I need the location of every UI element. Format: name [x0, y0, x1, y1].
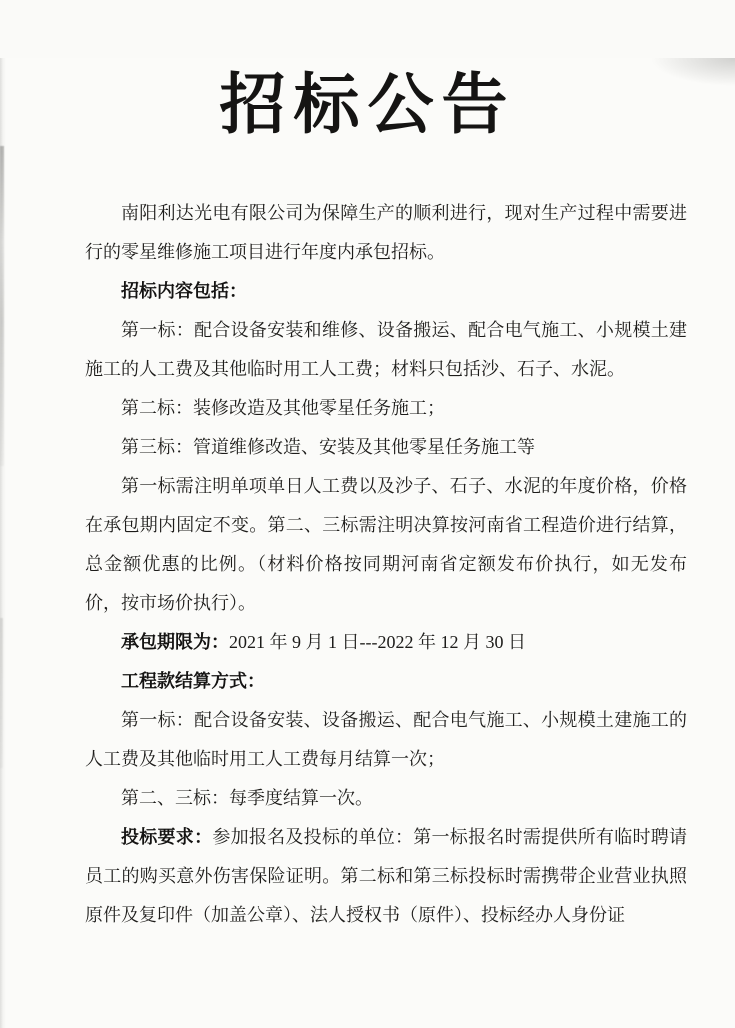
paragraph-text: 第二标：装修改造及其他零星任务施工； — [121, 398, 445, 418]
scan-artifact-left-edge — [0, 146, 4, 466]
paragraph-text: 第一标：配合设备安装、设备搬运、配合电气施工、小规模土建施工的人工费及其他临时用工人工费每月结算一次； — [85, 710, 687, 769]
document-title: 招标公告 — [219, 69, 516, 142]
paragraph — [85, 623, 687, 662]
paragraph-lead-label: 工程款结算方式： — [121, 671, 265, 691]
paragraph — [85, 311, 687, 389]
scan-artifact-left-edge-lower — [0, 618, 3, 768]
paragraph — [85, 272, 687, 311]
paragraph — [85, 389, 687, 428]
paragraph — [85, 779, 687, 818]
paragraph — [85, 818, 687, 935]
document-body — [85, 194, 687, 935]
paragraph — [85, 701, 687, 779]
paragraph-text: 第三标：管道维修改造、安装及其他零星任务施工等 — [121, 437, 535, 457]
paragraph — [85, 428, 687, 467]
paragraph-text: 第一标需注明单项单日人工费以及沙子、石子、水泥的年度价格，价格在承包期内固定不变。第二、三标需注明决算按河南省工程造价进行结算，总金额优惠的比例。（材料价格按同期河南省定额发布价执行，如无发布价，按市场价执行）。 — [85, 476, 687, 613]
paragraph-text: 第二、三标：每季度结算一次。 — [121, 788, 373, 808]
paragraph-lead-label: 投标要求： — [121, 827, 213, 847]
paragraph-text: 参加报名及投标的单位：第一标报名时需提供所有临时聘请员工的购买意外伤害保险证明。第二标和第三标投标时需携带企业营业执照原件及复印件（加盖公章）、法人授权书（原件）、投标经办人身份证 — [85, 827, 688, 925]
paragraph-text: 南阳利达光电有限公司为保障生产的顺利进行，现对生产过程中需要进行的零星维修施工项目进行年度内承包招标。 — [85, 203, 687, 262]
paragraph — [85, 467, 687, 623]
paragraph — [85, 194, 687, 272]
paragraph — [85, 662, 687, 701]
paragraph-text: 2021 年 9 月 1 日---2022 年 12 月 30 日 — [229, 632, 526, 652]
paragraph-lead-label: 招标内容包括： — [121, 281, 247, 301]
paragraph-text: 第一标：配合设备安装和维修、设备搬运、配合电气施工、小规模土建施工的人工费及其他临时用工人工费；材料只包括沙、石子、水泥。 — [85, 320, 687, 379]
scanned-document-page — [0, 58, 735, 1028]
paragraph-lead-label: 承包期限为： — [121, 632, 229, 652]
